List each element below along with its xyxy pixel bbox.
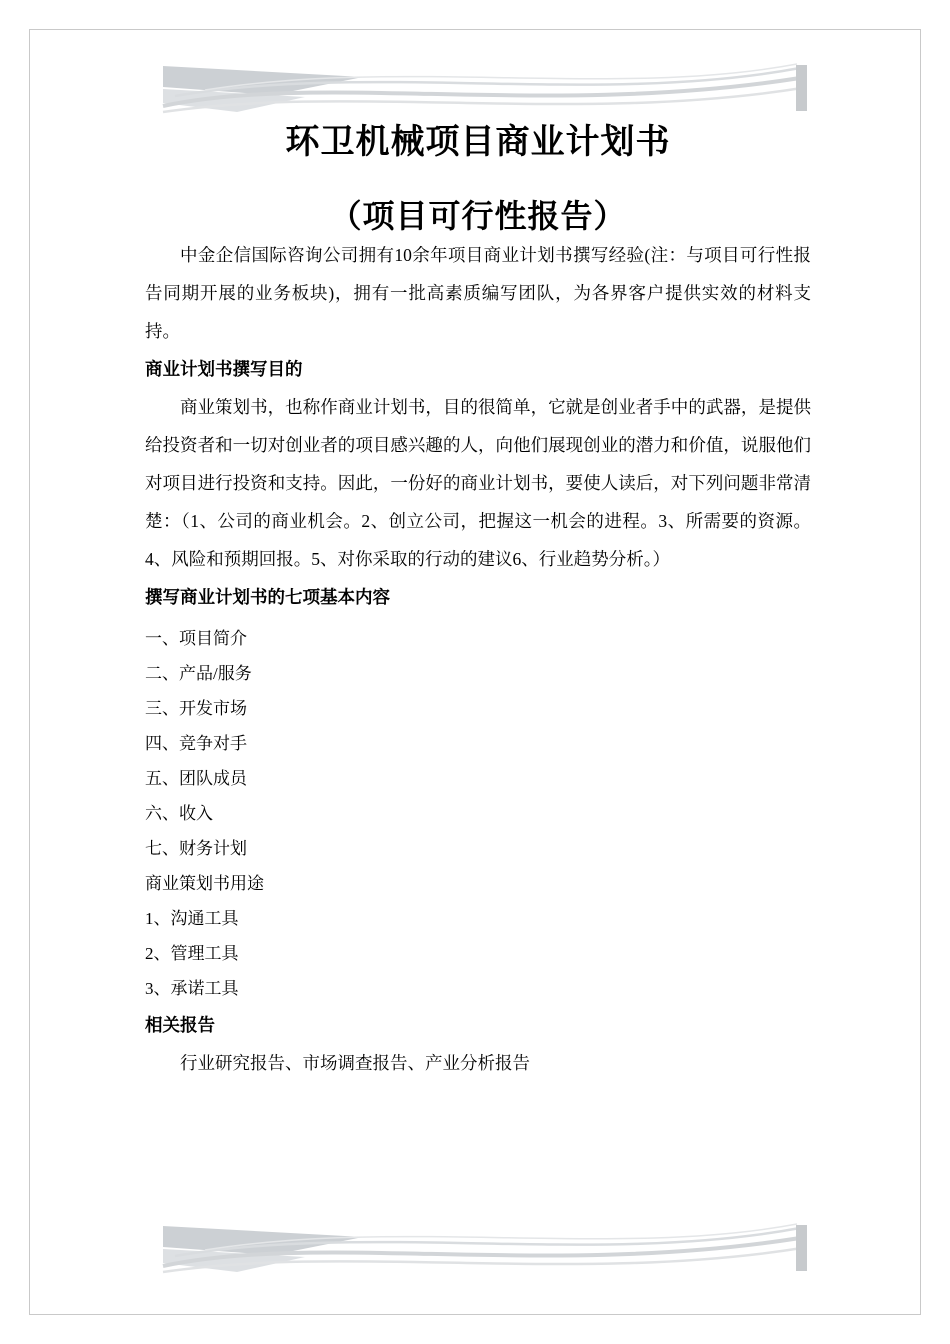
list-item: 五、团队成员 — [145, 769, 247, 788]
list-item: 一、项目简介 — [145, 629, 247, 648]
list-item: 商业策划书用途 — [145, 874, 264, 893]
list-item: 三、开发市场 — [145, 699, 247, 718]
section-heading-contents: 撰写商业计划书的七项基本内容 — [145, 587, 390, 607]
list-item: 六、收入 — [145, 804, 213, 823]
footer-decoration — [145, 1222, 812, 1274]
related-paragraph: 行业研究报告、市场调查报告、产业分析报告 — [180, 1053, 530, 1073]
list-item: 二、产品/服务 — [145, 664, 252, 683]
purpose-paragraph: 商业策划书，也称作商业计划书，目的很简单，它就是创业者手中的武器，是提供给投资者和一切对创业者的项目感兴趣的人，向他们展现创业的潜力和价值，说服他们对项目进行投资和支持。因此，一份好的商业计划书，要使人读后，对下列问题非常清楚：（1、公司的商业机会。2、创立公司，把握这一机会的进程。3、所需要的资源。4、风险和预期回报。5、对你采取的行动的建议6、行业趋势分析。） — [145, 397, 811, 569]
document-subtitle: （项目可行性报告） — [329, 198, 627, 234]
swoosh-graphic-bottom — [145, 1222, 812, 1274]
contents-list — [145, 621, 811, 1006]
list-item: 七、财务计划 — [145, 839, 247, 858]
list-item: 1、沟通工具 — [145, 909, 239, 928]
intro-paragraph: 中金企信国际咨询公司拥有10余年项目商业计划书撰写经验(注：与项目可行性报告同期开展的业务板块)，拥有一批高素质编写团队，为各界客户提供实效的材料支持。 — [145, 245, 811, 341]
list-item: 3、承诺工具 — [145, 979, 239, 998]
section-heading-purpose: 商业计划书撰写目的 — [145, 359, 303, 379]
list-item: 2、管理工具 — [145, 944, 239, 963]
list-item: 四、竞争对手 — [145, 734, 247, 753]
document-content — [145, 0, 811, 1082]
document-title: 环卫机械项目商业计划书 — [285, 123, 671, 161]
section-heading-related: 相关报告 — [145, 1015, 215, 1035]
